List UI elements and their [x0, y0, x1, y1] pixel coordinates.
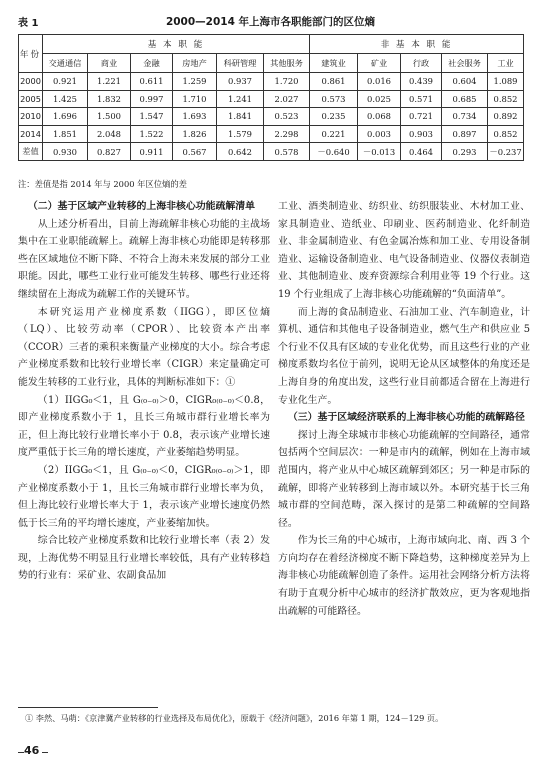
paragraph: 工业、酒类制造业、纺织业、纺织服装业、木材加工业、家具制造业、造纸业、印刷业、医药制造业、化纤制造业、非金属制造业、有色金属冶炼和加工业、专用设备制造业、运输设备制造业、电气设备制造业、仪器仪表制造业、其他制造业、废弃资源综合利用业等 19 个行业。这 19 个行业组成了上海非核心功能疏解的“负面清单”。 [278, 201, 530, 300]
table-cell: 0.685 [442, 90, 488, 108]
paragraph: 作为长三角的中心城市，上海市域向北、南、西 3 个方向均存在着经济梯度不断下降趋势，这种梯度差异为上海非核心功能疏解创造了条件。运用社会网络分析方法将有助于直观分析中心城市的经济扩散效应，更为客观地指出疏解的可能路径。 [278, 535, 530, 617]
column-header: 行政 [401, 54, 442, 73]
table-cell: 0.567 [173, 143, 217, 161]
table-cell: 1.832 [88, 90, 131, 108]
column-header: 社会服务 [442, 54, 488, 73]
table-cell: 1.720 [264, 73, 310, 91]
basic-functions-header: 基 本 职 能 [43, 35, 310, 54]
table-cell: 0.903 [401, 125, 442, 143]
table-cell: 0.573 [310, 90, 358, 108]
table-cell: 0.578 [264, 143, 310, 161]
table-cell: 1.241 [217, 90, 264, 108]
table-row [19, 125, 524, 143]
table-cell: 0.734 [442, 108, 488, 126]
table-cell: 0.235 [310, 108, 358, 126]
table-cell: 1.425 [43, 90, 88, 108]
table-caption [18, 14, 523, 30]
row-year-cell: 2000 [19, 73, 43, 91]
table-cell: 0.852 [488, 90, 524, 108]
table-cell: 0.937 [217, 73, 264, 91]
paragraph: 从上述分析看出，目前上海疏解非核心功能的主战场集中在工业职能疏解上。疏解上海非核心功能即是转移那些在区域地位不断下降、不符合上海未来发展的部分工业职能。因此，哪些工业行业可能发生转移、哪些行业还将继续留在上海成为疏解工作的关键环节。 [18, 218, 270, 300]
table-cell: 0.293 [442, 143, 488, 161]
table-cell: 1.522 [131, 125, 173, 143]
column-header: 矿业 [358, 54, 401, 73]
table-cell: 1.579 [217, 125, 264, 143]
year-header: 年份 [19, 35, 43, 73]
paragraph: 探讨上海全球城市非核心功能疏解的空间路径，通常包括两个空间层次：一种是市内的疏解，例如在上海市域范围内，将产业从中心城区疏解到郊区；另一种是市际的疏解，即将产业转移到上海市域以外。本研究基于长三角城市群的空间范畴，深入探讨的是第二种疏解的空间路径。 [278, 429, 530, 529]
table-cell: 2.027 [264, 90, 310, 108]
right-text-column [278, 198, 530, 620]
column-header: 工业 [488, 54, 524, 73]
table-cell: 0.911 [131, 143, 173, 161]
table-cell: 2.298 [264, 125, 310, 143]
row-year-cell: 2005 [19, 90, 43, 108]
table-cell: 0.604 [442, 73, 488, 91]
table-cell: 0.016 [358, 73, 401, 91]
nonbasic-functions-header: 非 基 本 职 能 [310, 35, 524, 54]
table-cell: 0.464 [401, 143, 442, 161]
table-row [19, 90, 524, 108]
column-header: 房地产 [173, 54, 217, 73]
paragraph: 而上海的食品制造业、石油加工业、汽车制造业，计算机、通信和其他电子设备制造业，燃气生产和供应业 5 个行业不仅具有区域的专业化优势，而且这些行业的产业梯度系数均名位于前列，说明无论从区域整体的角度还是上海自身的角度出发，这些行业目前都适合留在上海进行专业化生产。 [278, 306, 530, 406]
table-cell: 0.068 [358, 108, 401, 126]
table-cell: 1.500 [88, 108, 131, 126]
table-cell: 1.710 [173, 90, 217, 108]
table-cell: －0.640 [310, 143, 358, 161]
table-cell: 0.721 [401, 108, 442, 126]
column-header: 金融 [131, 54, 173, 73]
paragraph: （2）IIGG₀＜1，且 G₍₀₋₀₎＜0，CIGR₀₍₀₋₀₎＞1，即产业梯度系数小于 1，且长三角城市群行业增长率为负，但上海比较行业增长率大于 1，表示该产业增长速度仍然低于长三角的平均增长速度，产业萎缩加快。 [18, 464, 270, 529]
table-cell: 0.921 [43, 73, 88, 91]
table-cell: 1.826 [173, 125, 217, 143]
column-header: 商业 [88, 54, 131, 73]
left-text-column [18, 198, 270, 585]
section-heading: （三）基于区域经济联系的上海非核心功能的疏解路径 [287, 412, 525, 424]
table-cell: 0.642 [217, 143, 264, 161]
page-number-dash-right [42, 752, 48, 753]
table-cell: 0.571 [401, 90, 442, 108]
table-row [19, 108, 524, 126]
table-cell: 0.892 [488, 108, 524, 126]
table-cell: 0.861 [310, 73, 358, 91]
column-header: 建筑业 [310, 54, 358, 73]
footnote-divider [18, 707, 158, 708]
table-cell: 0.997 [131, 90, 173, 108]
table-cell: 1.696 [43, 108, 88, 126]
table-cell: 0.025 [358, 90, 401, 108]
paragraph: （1）IIGG₀＜1，且 G₍₀₋₀₎＞0，CIGR₀₍₀₋₀₎＜0.8，即产业梯度系数小于 1，且长三角城市群行业增长率为正，但上海比较行业增长率小于 0.8，表示该产业增长速度严重低于长三角的增长速度，产业萎缩趋势明显。 [18, 394, 270, 459]
table-cell: 0.852 [488, 125, 524, 143]
table-title: 2000—2014 年上海市各职能部门的区位熵 [165, 16, 376, 28]
table-cell: 0.003 [358, 125, 401, 143]
row-year-cell: 2014 [19, 125, 43, 143]
table-cell: 1.851 [43, 125, 88, 143]
column-header: 其他服务 [264, 54, 310, 73]
table-cell: －0.013 [358, 143, 401, 161]
table-cell: 1.259 [173, 73, 217, 91]
table-cell: 0.827 [88, 143, 131, 161]
row-year-cell: 2010 [19, 108, 43, 126]
table-cell: 0.930 [43, 143, 88, 161]
row-year-cell: 差值 [19, 143, 43, 161]
table-cell: 1.841 [217, 108, 264, 126]
table-cell: －0.237 [488, 143, 524, 161]
table-cell: 1.089 [488, 73, 524, 91]
table-row [19, 73, 524, 91]
table-cell: 0.439 [401, 73, 442, 91]
table-cell: 1.547 [131, 108, 173, 126]
footnote: ① 李然、马萌：《京津冀产业转移的行业选择及布局优化》，原载于《经济问题》，2016 年第 1 期，124－129 页。 [25, 713, 444, 723]
column-header: 科研管理 [217, 54, 264, 73]
table-row [19, 143, 524, 161]
page-number: 46 [24, 744, 40, 757]
table-cell: 0.611 [131, 73, 173, 91]
paragraph: 本研究运用产业梯度系数（IIGG），即区位熵（LQ）、比较劳动率（CPOR）、比较资本产出率（CCOR）三者的乘积来衡量产业梯度的大小。综合考虑产业梯度系数和比较行业增长率（CIGR）来定量确定可能发生转移的工业行业，具体的判断标准如下：① [18, 306, 270, 388]
location-entropy-table [18, 34, 524, 161]
table-cell: 0.221 [310, 125, 358, 143]
section-heading: （二）基于区域产业转移的上海非核心功能疏解清单 [27, 201, 256, 212]
table-cell: 0.523 [264, 108, 310, 126]
table-cell: 2.048 [88, 125, 131, 143]
column-header: 交通通信 [43, 54, 88, 73]
table-cell: 1.221 [88, 73, 131, 91]
table-note: 注：差值是指 2014 年与 2000 年区位熵的差 [18, 179, 187, 189]
table-cell: 0.897 [442, 125, 488, 143]
paragraph: 综合比较产业梯度系数和比较行业增长率（表 2）发现，上海优势不明显且行业增长率较低，具有产业转移趋势的行业有：采矿业、农副食品加 [18, 535, 270, 582]
table-cell: 1.693 [173, 108, 217, 126]
table-label: 表 1 [18, 18, 39, 29]
